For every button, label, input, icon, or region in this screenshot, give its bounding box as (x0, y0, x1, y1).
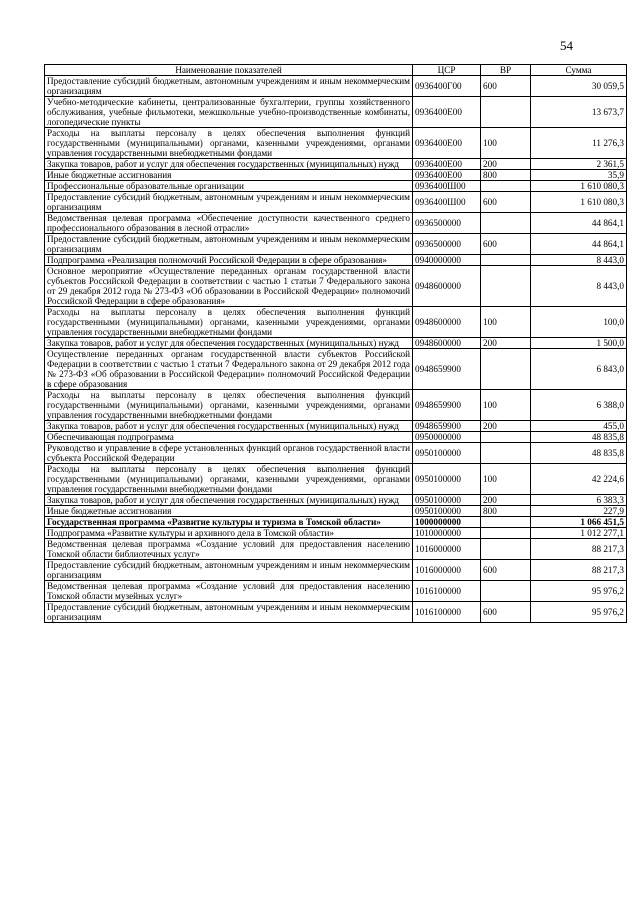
cell-name: Иные бюджетные ассигнования (45, 506, 413, 517)
table-row (45, 170, 627, 181)
cell-name: Закупка товаров, работ и услуг для обеспечения государственных (муниципальных) нужд (45, 338, 413, 349)
cell-vr: 100 (481, 464, 531, 495)
table-row (45, 266, 627, 307)
cell-csr: 0948600000 (413, 307, 481, 338)
cell-name: Подпрограмма «Развитие культуры и архивного дела в Томской области» (45, 528, 413, 539)
cell-sum: 30 059,5 (531, 76, 627, 97)
cell-name: Руководство и управление в сфере установленных функций органов государственной власти субъекта Российской Федерации (45, 443, 413, 464)
cell-name: Предоставление субсидий бюджетным, автономным учреждениям и иным некоммерческим организациям (45, 192, 413, 213)
cell-sum: 1 610 080,3 (531, 181, 627, 192)
cell-name: Государственная программа «Развитие культуры и туризма в Томской области» (45, 517, 413, 528)
cell-sum: 2 361,5 (531, 159, 627, 170)
cell-sum: 44 864,1 (531, 234, 627, 255)
cell-vr (481, 97, 531, 128)
table-row (45, 338, 627, 349)
table-row (45, 560, 627, 581)
cell-name: Закупка товаров, работ и услуг для обеспечения государственных (муниципальных) нужд (45, 159, 413, 170)
cell-name: Предоставление субсидий бюджетным, автономным учреждениям и иным некоммерческим организациям (45, 76, 413, 97)
cell-csr: 0936500000 (413, 234, 481, 255)
cell-vr: 200 (481, 495, 531, 506)
table-row (45, 602, 627, 623)
table-row (45, 506, 627, 517)
cell-csr: 1016100000 (413, 602, 481, 623)
cell-name: Иные бюджетные ассигнования (45, 170, 413, 181)
table-row (45, 421, 627, 432)
cell-vr: 200 (481, 421, 531, 432)
cell-sum: 13 673,7 (531, 97, 627, 128)
cell-name: Основное мероприятие «Осуществление переданных органам государственной власти субъектов Российской Федерации в соответствии с частью 1 статьи 7 Федерального закона от 29 декабря 2012 года № 273-ФЗ «Об образовании в Российской Федерации» полномочий Российской Федерации в сфере образования» (45, 266, 413, 307)
cell-csr: 0950100000 (413, 495, 481, 506)
cell-csr: 1010000000 (413, 528, 481, 539)
cell-sum: 42 224,6 (531, 464, 627, 495)
cell-vr (481, 181, 531, 192)
cell-name: Осуществление переданных органам государственной власти субъектов Российской Федерации в соответствии с частью 1 статьи 7 Федерального закона от 29 декабря 2012 года № 273-ФЗ «Об образовании в Российской Федерации» полномочий Российской Федерации в сфере образования (45, 349, 413, 390)
cell-vr: 100 (481, 390, 531, 421)
cell-name: Ведомственная целевая программа «Создание условий для предоставления населению Томской области музейных услуг» (45, 581, 413, 602)
table-row (45, 234, 627, 255)
cell-vr: 200 (481, 159, 531, 170)
cell-name: Обеспечивающая подпрограмма (45, 432, 413, 443)
cell-name: Предоставление субсидий бюджетным, автономным учреждениям и иным некоммерческим организациям (45, 560, 413, 581)
table-row (45, 128, 627, 159)
cell-vr: 100 (481, 128, 531, 159)
cell-vr (481, 266, 531, 307)
table-row (45, 192, 627, 213)
cell-sum: 11 276,3 (531, 128, 627, 159)
cell-csr: 0948600000 (413, 266, 481, 307)
table-header-row (45, 65, 627, 76)
table-row (45, 181, 627, 192)
table-row (45, 517, 627, 528)
cell-vr: 200 (481, 338, 531, 349)
cell-sum: 227,9 (531, 506, 627, 517)
cell-vr: 600 (481, 602, 531, 623)
table-row (45, 97, 627, 128)
cell-sum: 6 383,3 (531, 495, 627, 506)
cell-vr: 800 (481, 170, 531, 181)
cell-name: Ведомственная целевая программа «Обеспечение доступности качественного среднего профессионального образования в лесной отрасли» (45, 213, 413, 234)
cell-csr: 1016000000 (413, 560, 481, 581)
page-number: 54 (560, 38, 573, 53)
cell-vr (481, 255, 531, 266)
cell-vr (481, 528, 531, 539)
cell-name: Расходы на выплаты персоналу в целях обеспечения выполнения функций государственными (муниципальными) органами, казенными учреждениями, органами управления государственными внебюджетными фондами (45, 464, 413, 495)
cell-vr (481, 517, 531, 528)
cell-sum: 455,0 (531, 421, 627, 432)
cell-sum: 48 835,8 (531, 443, 627, 464)
cell-sum: 6 843,0 (531, 349, 627, 390)
cell-vr (481, 581, 531, 602)
cell-vr: 600 (481, 234, 531, 255)
cell-csr: 0936400Е00 (413, 170, 481, 181)
cell-csr: 1016000000 (413, 539, 481, 560)
cell-vr: 600 (481, 76, 531, 97)
cell-sum: 44 864,1 (531, 213, 627, 234)
cell-sum: 88 217,3 (531, 560, 627, 581)
cell-sum: 1 610 080,3 (531, 192, 627, 213)
cell-name: Предоставление субсидий бюджетным, автономным учреждениям и иным некоммерческим организациям (45, 234, 413, 255)
cell-csr: 0950000000 (413, 432, 481, 443)
cell-csr: 0936500000 (413, 213, 481, 234)
cell-csr: 0936400Е00 (413, 159, 481, 170)
header-csr: ЦСР (413, 65, 481, 76)
cell-csr: 0940000000 (413, 255, 481, 266)
table-row (45, 255, 627, 266)
cell-vr: 600 (481, 560, 531, 581)
cell-sum: 8 443,0 (531, 266, 627, 307)
cell-vr (481, 539, 531, 560)
header-sum: Сумма (531, 65, 627, 76)
cell-csr: 0936400Е00 (413, 97, 481, 128)
cell-sum: 8 443,0 (531, 255, 627, 266)
cell-csr: 0948659900 (413, 390, 481, 421)
cell-csr: 0948659900 (413, 421, 481, 432)
cell-csr: 0948600000 (413, 338, 481, 349)
table-row (45, 349, 627, 390)
table-row (45, 432, 627, 443)
cell-sum: 100,0 (531, 307, 627, 338)
cell-sum: 1 066 451,5 (531, 517, 627, 528)
cell-name: Ведомственная целевая программа «Создание условий для предоставления населению Томской области библиотечных услуг» (45, 539, 413, 560)
cell-vr (481, 213, 531, 234)
table-row (45, 495, 627, 506)
cell-csr: 0948659900 (413, 349, 481, 390)
table-row (45, 213, 627, 234)
cell-name: Профессиональные образовательные организации (45, 181, 413, 192)
cell-sum: 1 500,0 (531, 338, 627, 349)
cell-name: Расходы на выплаты персоналу в целях обеспечения выполнения функций государственными (муниципальными) органами, казенными учреждениями, органами управления государственными внебюджетными фондами (45, 128, 413, 159)
cell-name: Учебно-методические кабинеты, централизованные бухгалтерии, группы хозяйственного обслуживания, учебные фильмотеки, межшкольные учебно-производственные комбинаты, логопедические пункты (45, 97, 413, 128)
cell-vr: 800 (481, 506, 531, 517)
table-row (45, 307, 627, 338)
cell-name: Расходы на выплаты персоналу в целях обеспечения выполнения функций государственными (муниципальными) органами, казенными учреждениями, органами управления государственными внебюджетными фондами (45, 390, 413, 421)
cell-csr: 0950100000 (413, 464, 481, 495)
cell-csr: 0936400Е00 (413, 128, 481, 159)
cell-vr (481, 443, 531, 464)
header-name: Наименование показателей (45, 65, 413, 76)
cell-name: Расходы на выплаты персоналу в целях обеспечения выполнения функций государственными (муниципальными) органами, казенными учреждениями, органами управления государственными внебюджетными фондами (45, 307, 413, 338)
cell-sum: 88 217,3 (531, 539, 627, 560)
table-row (45, 159, 627, 170)
cell-vr: 100 (481, 307, 531, 338)
cell-name: Закупка товаров, работ и услуг для обеспечения государственных (муниципальных) нужд (45, 495, 413, 506)
cell-csr: 0950100000 (413, 506, 481, 517)
cell-sum: 35,9 (531, 170, 627, 181)
cell-name: Предоставление субсидий бюджетным, автономным учреждениям и иным некоммерческим организациям (45, 602, 413, 623)
cell-vr (481, 432, 531, 443)
header-vr: ВР (481, 65, 531, 76)
cell-sum: 95 976,2 (531, 581, 627, 602)
table-row (45, 390, 627, 421)
table-row (45, 443, 627, 464)
cell-sum: 48 835,8 (531, 432, 627, 443)
cell-name: Закупка товаров, работ и услуг для обеспечения государственных (муниципальных) нужд (45, 421, 413, 432)
table-row (45, 76, 627, 97)
cell-csr: 0936400Ш00 (413, 192, 481, 213)
cell-csr: 0936400Ш00 (413, 181, 481, 192)
table-row (45, 539, 627, 560)
cell-vr (481, 349, 531, 390)
table-row (45, 464, 627, 495)
table-row (45, 528, 627, 539)
cell-csr: 1000000000 (413, 517, 481, 528)
cell-sum: 1 012 277,1 (531, 528, 627, 539)
cell-csr: 0950100000 (413, 443, 481, 464)
cell-vr: 600 (481, 192, 531, 213)
table-row (45, 581, 627, 602)
cell-csr: 0936400Г00 (413, 76, 481, 97)
cell-sum: 95 976,2 (531, 602, 627, 623)
cell-name: Подпрограмма «Реализация полномочий Российской Федерации в сфере образования» (45, 255, 413, 266)
cell-sum: 6 388,0 (531, 390, 627, 421)
budget-table (44, 64, 627, 623)
cell-csr: 1016100000 (413, 581, 481, 602)
